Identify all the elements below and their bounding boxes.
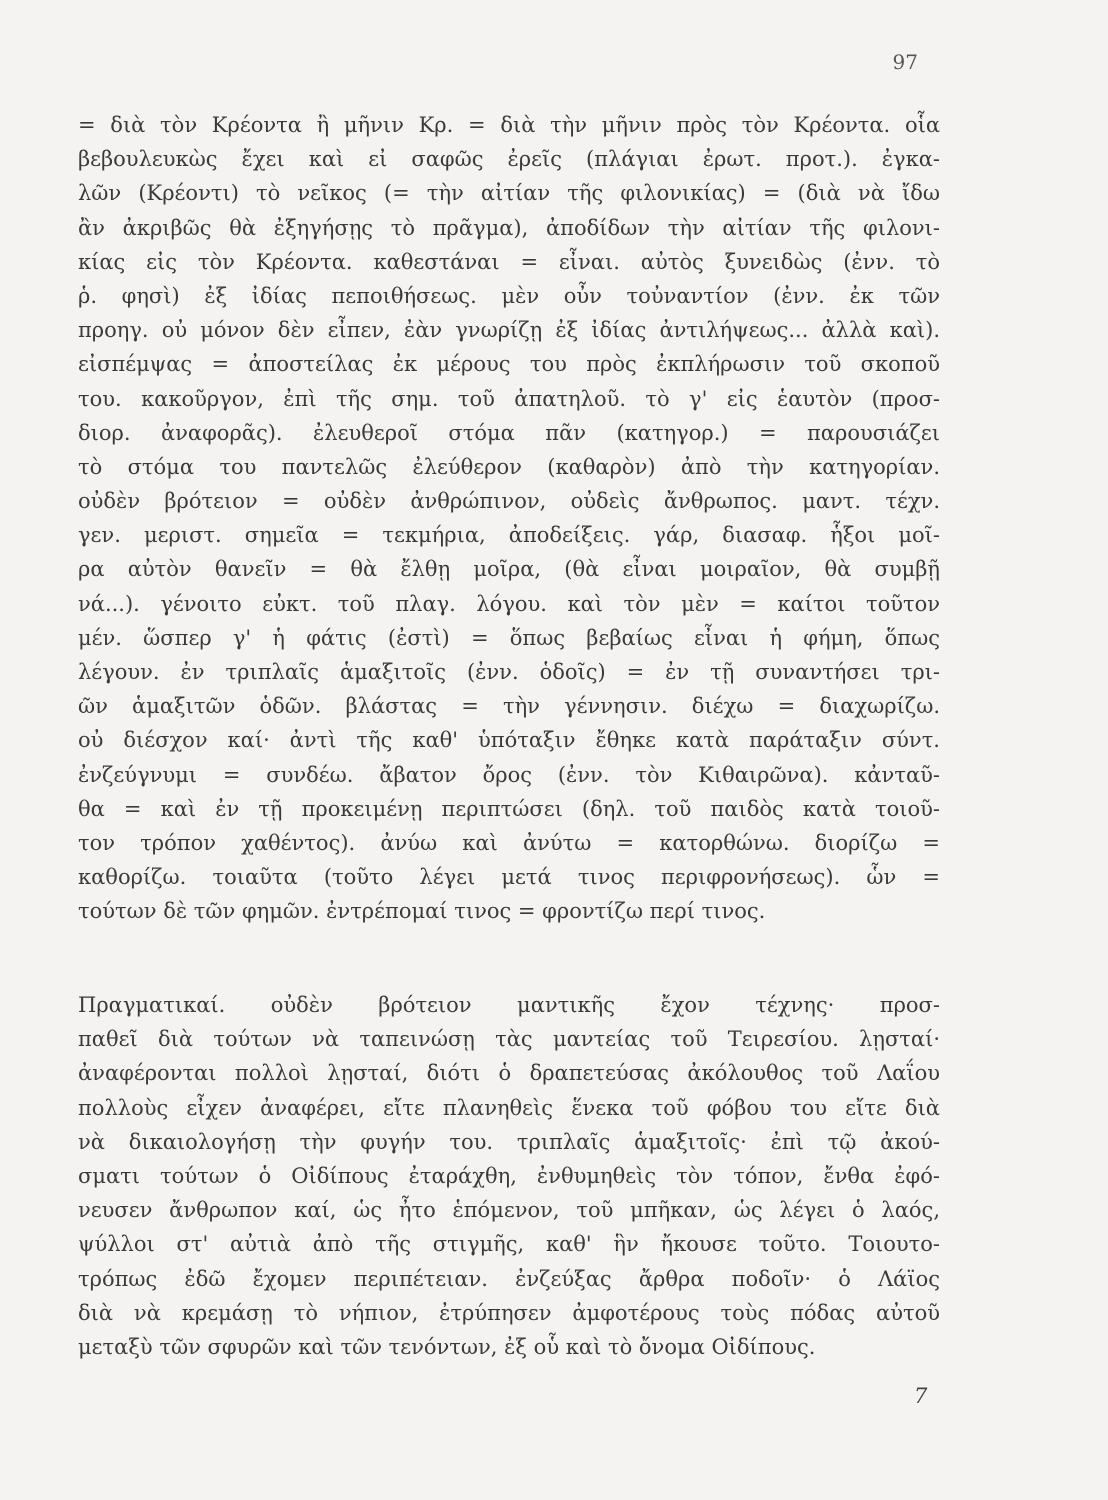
notes-block	[78, 108, 940, 929]
notes-line: μέν. ὥσπερ γ' ἡ φάτις (ἐστὶ) = ὅπως βεβαίως εἶναι ἡ φήμη, ὅπως	[78, 625, 940, 650]
notes-line: λῶν (Κρέοντι) τὸ νεῖκος (= τὴν αἰτίαν τῆς φιλονικίας) = (διὰ νὰ ἴδω	[78, 181, 940, 206]
notes-line: εἰσπέμψας = ἀποστείλας ἐκ μέρους του πρὸς ἐκπλήρωσιν τοῦ σκοποῦ	[78, 352, 940, 377]
remarks-line: ἀναφέρονται πολλοὶ λῃσταί, διότι ὁ δραπετεύσας ἀκόλουθος τοῦ Λαΐου	[78, 1061, 940, 1086]
notes-line: οὐδὲν βρότειον = οὐδὲν ἀνθρώπινον, οὐδεὶς ἄνθρωπος. μαντ. τέχν.	[78, 489, 940, 514]
remarks-line: νευσεν ἄνθρωπον καί, ὡς ἦτο ἑπόμενον, τοῦ μπῆκαν, ὡς λέγει ὁ λαός,	[78, 1198, 940, 1223]
notes-line: προηγ. οὐ μόνον δὲν εἶπεν, ἐὰν γνωρίζῃ ἐξ ἰδίας ἀντιλήψεως... ἀλλὰ καὶ).	[78, 318, 940, 343]
remarks-line: Πραγματικαί. οὐδὲν βρότειον μαντικῆς ἔχον τέχνης· προσ-	[78, 993, 940, 1017]
notes-line: ῶν ἁμαξιτῶν ὁδῶν. βλάστας = τὴν γέννησιν. διέχω = διαχωρίζω.	[78, 694, 940, 719]
notes-line: οὐ διέσχον καί· ἀντὶ τῆς καθ' ὑπόταξιν ἔθηκε κατὰ παράταξιν σύντ.	[78, 728, 940, 753]
notes-line: λέγουν. ἐν τριπλαῖς ἁμαξιτοῖς (ἐνν. ὁδοῖς) = ἐν τῇ συναντήσει τρι-	[78, 660, 940, 684]
remarks-line: μεταξὺ τῶν σφυρῶν καὶ τῶν τενόντων, ἐξ οὗ καὶ τὸ ὄνομα Οἰδίπους.	[78, 1334, 816, 1359]
notes-line: τούτων δὲ τῶν φημῶν. ἐντρέπομαί τινος = φροντίζω περί τινος.	[78, 899, 766, 924]
notes-line: ἐνζεύγνυμι = συνδέω. ἄβατον ὄρος (ἐνν. τὸν Κιθαιρῶνα). κἀνταῦ-	[78, 762, 940, 787]
remarks-line: παθεῖ διὰ τούτων νὰ ταπεινώσῃ τὰς μαντείας τοῦ Τειρεσίου. λῃσταί·	[78, 1027, 940, 1052]
notes-line: ἂν ἀκριβῶς θὰ ἐξηγήσῃς τὸ πρᾶγμα), ἀποδίδων τὴν αἰτίαν τῆς φιλονι-	[78, 215, 940, 240]
notes-line: βεβουλευκὼς ἔχει καὶ εἰ σαφῶς ἐρεῖς (πλάγιαι ἐρωτ. προτ.). ἐγκα-	[78, 147, 940, 172]
remarks-line: τρόπως ἐδῶ ἔχομεν περιπέτειαν. ἐνζεύξας ἄρθρα ποδοῖν· ὁ Λάϊος	[78, 1266, 940, 1291]
notes-line: καθορίζω. τοιαῦτα (τοῦτο λέγει μετά τινος περιφρονήσεως). ὧν =	[78, 865, 940, 890]
remarks-line: πολλοὺς εἶχεν ἀναφέρει, εἴτε πλανηθεὶς ἕνεκα τοῦ φόβου του εἴτε διὰ	[78, 1095, 940, 1120]
notes-line: ῥ. φησὶ) ἐξ ἰδίας πεποιθήσεως. μὲν οὖν τοὐναντίον (ἐνν. ἐκ τῶν	[78, 283, 940, 308]
signature-mark: 7	[914, 1384, 928, 1408]
remarks-line: νὰ δικαιολογήσῃ τὴν φυγήν του. τριπλαῖς ἁμαξιτοῖς· ἐπὶ τῷ ἀκού-	[78, 1129, 940, 1154]
notes-line: νά...). γένοιτο εὐκτ. τοῦ πλαγ. λόγου. καὶ τὸν μὲν = καίτοι τοῦτον	[78, 591, 940, 616]
page-number: 97	[892, 50, 918, 74]
notes-line: τον τρόπον χαθέντος). ἀνύω καὶ ἀνύτω = κατορθώνω. διορίζω =	[78, 830, 940, 855]
notes-line: ρα αὐτὸν θανεῖν = θὰ ἔλθῃ μοῖρα, (θὰ εἶναι μοιραῖον, θὰ συμβῇ	[78, 557, 940, 582]
remarks-line: σματι τούτων ὁ Οἰδίπους ἐταράχθη, ἐνθυμηθεὶς τὸν τόπον, ἔνθα ἐφό-	[78, 1163, 940, 1188]
remarks-block	[78, 988, 940, 1364]
notes-line: = διὰ τὸν Κρέοντα ἢ μῆνιν Κρ. = διὰ τὴν μῆνιν πρὸς τὸν Κρέοντα. οἷα	[78, 113, 940, 137]
notes-line: του. κακοῦργον, ἐπὶ τῆς σημ. τοῦ ἀπατηλοῦ. τὸ γ' εἰς ἑαυτὸν (προσ-	[78, 386, 940, 411]
notes-line: κίας εἰς τὸν Κρέοντα. καθεστάναι = εἶναι. αὐτὸς ξυνειδὼς (ἐνν. τὸ	[78, 249, 940, 274]
notes-line: τὸ στόμα του παντελῶς ἐλεύθερον (καθαρὸν) ἀπὸ τὴν κατηγορίαν.	[78, 454, 940, 479]
notes-line: θα = καὶ ἐν τῇ προκειμένῃ περιπτώσει (δηλ. τοῦ παιδὸς κατὰ τοιοῦ-	[78, 796, 940, 821]
notes-line: διορ. ἀναφορᾶς). ἐλευθεροῖ στόμα πᾶν (κατηγορ.) = παρουσιάζει	[78, 420, 940, 445]
remarks-line: ψύλλοι στ' αὐτιὰ ἀπὸ τῆς στιγμῆς, καθ' ἣν ἤκουσε τοῦτο. Τοιουτο-	[78, 1232, 940, 1257]
notes-line: γεν. μεριστ. σημεῖα = τεκμήρια, ἀποδείξεις. γάρ, διασαφ. ἧξοι μοῖ-	[78, 523, 940, 548]
remarks-line: διὰ νὰ κρεμάσῃ τὸ νήπιον, ἐτρύπησεν ἀμφοτέρους τοὺς πόδας αὐτοῦ	[78, 1300, 940, 1325]
